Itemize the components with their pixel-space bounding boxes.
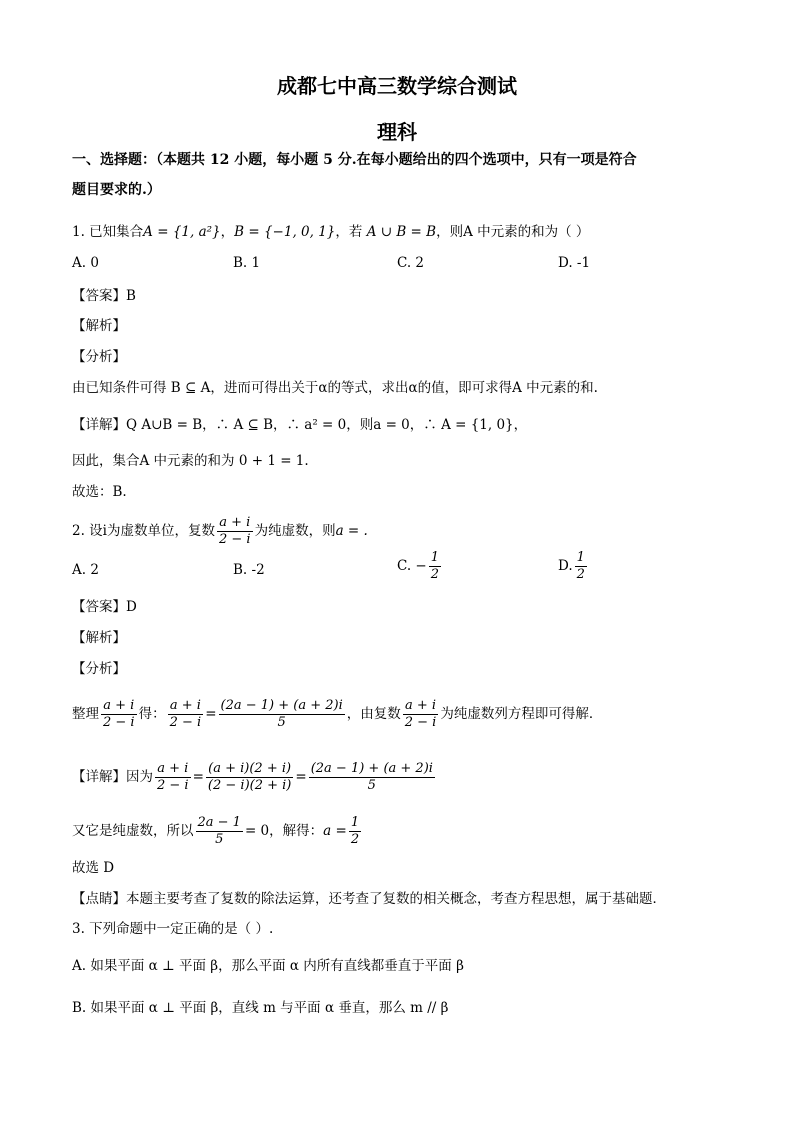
q1-stem-c: ，则A 中元素的和为（ ） [436,224,590,240]
q2-a2-den: 2 [350,832,360,847]
q2-d-den: 2 [576,567,585,582]
q1-comma: ， [220,224,235,240]
q2-jiexi: 【解析】 [72,630,126,646]
q2-d-frac2 [206,761,293,794]
q2-stem [72,514,368,548]
q2-z1-den: 2 − i [103,715,135,730]
q1-set-a: A = {1, a²} [143,224,221,240]
q1-option-a: A. 0 [72,255,99,271]
q2-fraction [217,515,253,548]
q2-d-frac3 [309,761,435,794]
q2-comment: 【点睛】本题主要考查了复数的除法运算，还考查了复数的相关概念，考查方程思想，属于基础题． [72,891,666,907]
q1-stem [72,222,589,242]
q1-choose: 故选：B. [72,484,127,500]
q1-option-c: C. 2 [397,255,425,271]
q1-detail: 【详解】Q A∪B = B，∴ A ⊆ B，∴ a² = 0，则a = 0，∴ A = {1, 0}， [72,417,528,433]
section-heading-1: 一、选择题：（本题共 12 小题，每小题 5 分.在每小题给出的四个选项中，只有一项是符合 [72,152,637,168]
q2-z-frac3 [219,698,345,731]
q2-also [72,813,363,849]
q2-a1-num: 2a − 1 [197,815,241,830]
q3-option-b: B. 如果平面 α ⊥ 平面 β，直线 m 与平面 α 垂直，那么 m // β [72,1000,449,1016]
q2-fenxi: 【分析】 [72,661,126,677]
q2-detail [72,759,437,795]
q2-eq-zero: = 0，解得： [244,823,324,839]
q2-also-label: 又它是纯虚数，所以 [72,823,194,839]
q1-option-b: B. 1 [233,255,261,271]
q2-de: 得： [138,706,166,722]
q2-option-c-label: C. − [397,558,427,574]
q2-z3-den: 5 [277,715,286,730]
q3-stem: 3. 下列命题中一定正确的是（ ）. [72,921,274,937]
q2-d2-den: (2 − i)(2 + i) [207,778,292,793]
q2-d3-num: (2a − 1) + (a + 2)i [310,761,433,776]
q2-d-frac1 [155,761,191,794]
q2-a2-num: 1 [350,815,360,830]
q2-option-c-frac [429,550,441,583]
q2-detail-pre: 【详解】因为 [72,769,153,785]
q2-frac-den: 2 − i [219,532,251,547]
section-heading-2: 题目要求的.） [72,182,161,198]
q2-option-b: B. -2 [233,562,265,578]
q2-a1-den: 5 [215,832,224,847]
q1-analysis: 由已知条件可得 B ⊆ A，进而可得出关于α的等式，求出α的值，即可求得A 中元素的和. [72,380,598,396]
q2-eq2: = [192,769,204,785]
q2-option-d-frac [575,550,587,583]
q2-option-d-label: D. [558,558,573,574]
q2-c-num: 1 [430,550,440,565]
q2-zhengli [72,696,602,732]
q2-z-frac4 [403,698,439,731]
q2-z1-num: a + i [101,698,137,715]
q2-eq3: = [295,769,307,785]
q1-cond: A ∪ B = B [366,224,437,240]
q2-choose: 故选 D [72,860,115,876]
q2-after2: 为纯虚数列方程即可得解． [440,706,603,722]
q2-d1-den: 2 − i [157,778,189,793]
q2-eq1: = [205,706,217,722]
q1-jiexi: 【解析】 [72,318,126,334]
page-subtitle: 理科 [377,120,417,144]
q2-d1-num: a + i [155,761,191,778]
q2-z-frac2 [168,698,204,731]
q2-c-den: 2 [430,567,440,582]
q2-option-d [558,550,589,583]
q1-answer: 【答案】B [72,288,136,304]
q1-set-b: B = {−1, 0, 1} [234,224,336,240]
q2-z-frac1 [101,698,137,731]
q2-zhengli-label: 整理 [72,706,99,722]
q2-d3-den: 5 [367,778,376,793]
q2-z4-den: 2 − i [404,715,437,730]
q1-conclude: 因此，集合A 中元素的和为 0 + 1 = 1. [72,453,309,469]
q2-a-frac1 [196,815,243,848]
q2-stem-c: a = . [335,523,368,539]
q1-option-d: D. -1 [558,255,591,271]
q1-stem-a: 1. 已知集合 [72,224,144,240]
q2-d-num: 1 [576,550,585,565]
q2-a-eq: a = [323,823,347,839]
q2-z2-den: 2 − i [169,715,202,730]
q1-stem-b: ，若 [335,224,363,240]
q2-z2-num: a + i [168,698,204,715]
q2-z3-num: (2a − 1) + (a + 2)i [220,698,343,713]
q2-after: ，由复数 [346,706,401,722]
q2-option-c [397,550,443,583]
q1-fenxi: 【分析】 [72,349,126,365]
q2-option-a: A. 2 [72,562,99,578]
q3-option-a: A. 如果平面 α ⊥ 平面 β，那么平面 α 内所有直线都垂直于平面 β [72,958,464,974]
page-title: 成都七中高三数学综合测试 [277,74,517,98]
q2-answer: 【答案】D [72,599,137,615]
q2-stem-a: 2. 设i为虚数单位，复数 [72,523,215,539]
q2-frac-num: a + i [217,515,253,532]
q2-a-frac2 [349,815,361,848]
q2-z4-num: a + i [403,698,439,715]
q2-stem-b: 为纯虚数，则 [254,523,336,539]
q2-d2-num: (a + i)(2 + i) [206,761,293,778]
